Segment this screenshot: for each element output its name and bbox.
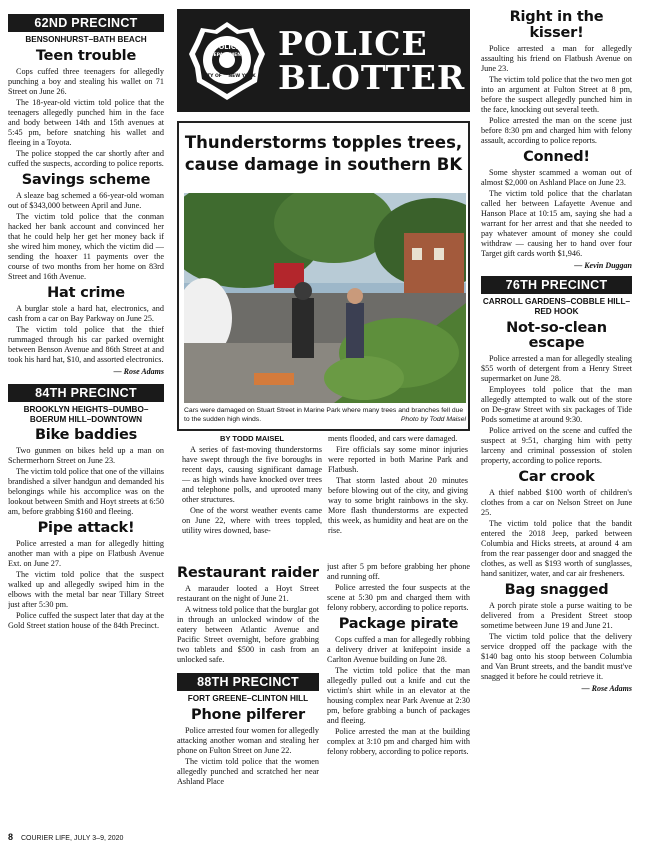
feature-byline: BY TODD MAISEL (220, 434, 284, 443)
story-paragraph: The victim told police that the bandit entered the 2018 Jeep, parked between Columbia and Hicks streets, at around 4 am from the rear passenger door and snagged the clothes, as well as $193 worth of sunglasses, hand sanitizer, water, and car air fresheners. (481, 519, 632, 579)
author-credit: — Rose Adams (113, 366, 164, 376)
story-paragraph: The victim told police that one of the villains brandished a silver handgun and demanded his belongings while his accomplice was on the lookout between Smith and Hoyt streets at 6:50 am, before grabbing $160 and fleeing. (8, 467, 164, 517)
story-paragraph: Police arrested the man on the scene just before 8:30 pm and charged him with felony assault, according to police reports. (481, 115, 632, 145)
story-paragraph: Cops cuffed three teenagers for allegedly punching a boy and stealing his wallet on 71 Street on June 26. (8, 66, 164, 96)
story-paragraph: One of the worst weather events came on June 22, where with trees toppled, utility wires downed, base- (182, 506, 322, 535)
story-paragraph: The victim told police that the women allegedly punched and scratched her near Ashland Place (177, 756, 319, 786)
middle-lower-right-column (327, 562, 470, 830)
story-paragraph: The victim told police that the thief rummaged through his car parked overnight between Benson Avenue and 86th Street at and took his hard hat, $10, and assorted electronics. (8, 324, 164, 364)
story-paragraph: The victim told police that the suspect walked up and allegedly swiped him in the elbows with the metal bar near Tillary Street just after 5:30 pm. (8, 570, 164, 610)
story-paragraph: Police arrived on the scene and cuffed the suspect at 9:51, charging him with petty larceny and criminal possession of stolen property, according to police reports. (481, 426, 632, 466)
story-paragraph: A sleaze bag schemed a 66-year-old woman out of $343,000 between April and June. (8, 190, 164, 210)
photo-caption (184, 407, 466, 425)
story-paragraph: The victim told police that the conman hacked her bank account and convinced her that he could help her get her money back if she wired him money, which the victim did — sending the hoaxer 11 payments over the course of two months from her home on 83rd Street and 16th Avenue. (8, 211, 164, 281)
story-paragraph: Police arrested the four suspects at the scene at 5:30 pm and charged them with felony robbery, according to police reports. (327, 583, 470, 612)
page-number: 8 (8, 832, 14, 842)
headline-hat-crime: Hat crime (47, 284, 125, 301)
precinct-84-header: 84TH PRECINCT (8, 384, 164, 402)
badge-text-department: DEPARTMENT (209, 52, 245, 58)
badge-text-police: POLICE (213, 42, 241, 51)
precinct-84-area: BROOKLYN HEIGHTS–DUMBO–BOERUM HILL–DOWNTOWN (23, 404, 149, 424)
story-paragraph: Police arrested a man for allegedly assaulting his friend on Flatbush Avenue on June 23. (481, 43, 632, 73)
precinct-62-area: BENSONHURST–BATH BEACH (25, 35, 147, 44)
story-paragraph: The 18-year-old victim told police that the teenagers allegedly punched him in the face and body between 14th and 15th avenues at 5:45 pm, before snatching his wallet and fleeing in a Toyota. (8, 97, 164, 147)
headline-right-in-the-kisser: Right in the kisser! (509, 10, 604, 41)
right-column (481, 10, 632, 828)
publication-info: COURIER LIFE, JULY 3–9, 2020 (20, 835, 124, 842)
story-paragraph: A marauder looted a Hoyt Street restaurant on the night of June 21. (177, 583, 319, 603)
story-paragraph: Police cuffed the suspect later that day at the Gold Street station house of the 84th Precinct. (8, 611, 164, 631)
middle-lower-left-column (177, 562, 319, 830)
story-paragraph: Fire officials say some minor injuries were reported in both Marine Park and Flatbush. (328, 445, 468, 474)
author-credit: — Kevin Duggan (574, 260, 632, 270)
headline-pipe-attack: Pipe attack! (37, 520, 135, 537)
story-paragraph: A burglar stole a hard hat, electronics, and cash from a car on Bay Parkway on June 25. (8, 303, 164, 323)
story-paragraph: The police stopped the car shortly after and cuffed the suspects, according to police reports. (8, 148, 164, 168)
story-paragraph: A porch pirate stole a purse waiting to be delivered from a President Street stoop sometime between June 19 and June 21. (481, 601, 632, 631)
story-paragraph: Police arrested four women for allegedly attacking another woman and stealing her phone on Fulton Street on June 22. (177, 725, 319, 755)
story-paragraph: Employees told police that the man allegedly attempted to walk out of the store on De-graw Street with six packages of Tide Pods sometime at around 9:30. (481, 385, 632, 425)
story-paragraph: just after 5 pm before grabbing her phone and running off. (327, 562, 470, 581)
masthead-title-line2: BLOTTER (278, 57, 466, 97)
badge-text-city-of: CITY OF (202, 73, 222, 79)
headline-restaurant-raider: Restaurant raider (177, 565, 319, 581)
badge-text-new-york: NEW YORK (228, 73, 256, 79)
police-blotter-masthead (177, 9, 470, 112)
feature-story-box (177, 121, 470, 431)
headline-car-crook: Car crook (518, 469, 595, 486)
precinct-88-area: FORT GREENE–CLINTON HILL (187, 693, 309, 703)
feature-body-col1 (182, 434, 322, 564)
headline-package-pirate: Package pirate (338, 616, 459, 632)
caption-text: Cars were damaged on Stuart Street in Marine Park where many trees and branches fell due to the sudden high winds. (184, 407, 464, 423)
storm-damage-photo (184, 193, 466, 403)
story-paragraph: That storm lasted about 20 minutes before blowing out of the city, and giving way to some bright rainbows in the sky. More flash thunderstorms are expected this week, as humidity and heat are on the rise. (328, 476, 468, 535)
story-paragraph: Cops cuffed a man for allegedly robbing a delivery driver at knifepoint inside a Carlton Avenue building on June 28. (327, 634, 470, 664)
story-paragraph: A witness told police that the burglar got in through an unlocked window of the eatery between Atlantic Avenue and Pacific Street overnight, before grabbing two tablets and $500 in cash from an unlocked safe. (177, 604, 319, 664)
headline-bike-baddies: Bike baddies (34, 427, 138, 444)
story-paragraph: A thief nabbed $100 worth of children's clothes from a car on Nelson Street on June 25. (481, 488, 632, 518)
feature-headline: Thunderstorms topples trees, cause damage in southern BK (184, 133, 463, 174)
story-paragraph: Police arrested a man for allegedly hitting another man with a pipe on Flatbush Avenue Ext. on June 27. (8, 539, 164, 569)
precinct-88-header: 88TH PRECINCT (177, 673, 319, 691)
precinct-76-area: CARROLL GARDENS–COBBLE HILL–RED HOOK (482, 296, 631, 316)
headline-phone-pilferer: Phone pilferer (191, 706, 305, 723)
story-paragraph: ments flooded, and cars were damaged. (328, 434, 458, 443)
author-credit: — Rose Adams (581, 684, 632, 694)
story-paragraph: The victim told police that the charlatan called her between Lafayette Avenue and Hanson Place at 10:15 am, saying she had a warrant for her arrest and that she needed to pay whatever amount of money she could withdraw — causing her to hand over four Target gift cards worth $1,946. (481, 188, 632, 258)
story-paragraph: Two gunmen on bikes held up a man on Schermerhorn Street on June 23. (8, 446, 164, 466)
headline-savings-scheme: Savings scheme (21, 171, 151, 188)
story-paragraph: The victim told police that the two men got into an argument at Fulton Street at 8 pm, before the suspect allegedly punched him in the face, knocking out several teeth. (481, 74, 632, 114)
story-paragraph: Police arrested a man for allegedly stealing $55 worth of detergent from a Henry Street supermarket on June 28. (481, 354, 632, 384)
story-paragraph: A series of fast-moving thunderstorms have swept through the five boroughs in recent days, causing significant damage — as high winds have knocked over trees and telephone polls, and uprooted many other structures. (182, 445, 322, 504)
masthead-title (278, 23, 466, 97)
story-paragraph: Some shyster scammed a woman out of almost $2,000 on Ashland Place on June 23. (481, 167, 632, 187)
feature-body-col2 (328, 434, 468, 564)
page-footer (8, 832, 123, 842)
headline-conned: Conned! (523, 148, 590, 165)
left-column (8, 14, 164, 829)
photo-credit: Photo by Todd Maisel (400, 415, 466, 423)
headline-bag-snagged: Bag snagged (504, 582, 609, 599)
precinct-76-header: 76TH PRECINCT (481, 276, 632, 294)
story-paragraph: Police arrested the man at the building complex at 3:10 pm and charged him with felony robbery, according to police reports. (327, 726, 470, 756)
nypd-badge-icon (186, 20, 268, 102)
headline-not-so-clean-escape: Not-so-clean escape (506, 319, 607, 352)
story-paragraph: The victim told police that the man allegedly pulled out a knife and cut the victim's shirt while in an elevator at the housing complex near Park Avenue at 2:30 pm, before grabbing a bunch of packages and fleeing. (327, 665, 470, 725)
precinct-62-header: 62ND PRECINCT (8, 14, 164, 32)
masthead-title-line1: POLICE (278, 23, 428, 63)
headline-teen-trouble: Teen trouble (35, 47, 137, 64)
story-paragraph: The victim told police that the delivery service dropped off the package with the $140 bag onto his stoop between Columbia and Van Brunt streets, and the bandit must've snagged it before he could retrieve it. (481, 632, 632, 682)
